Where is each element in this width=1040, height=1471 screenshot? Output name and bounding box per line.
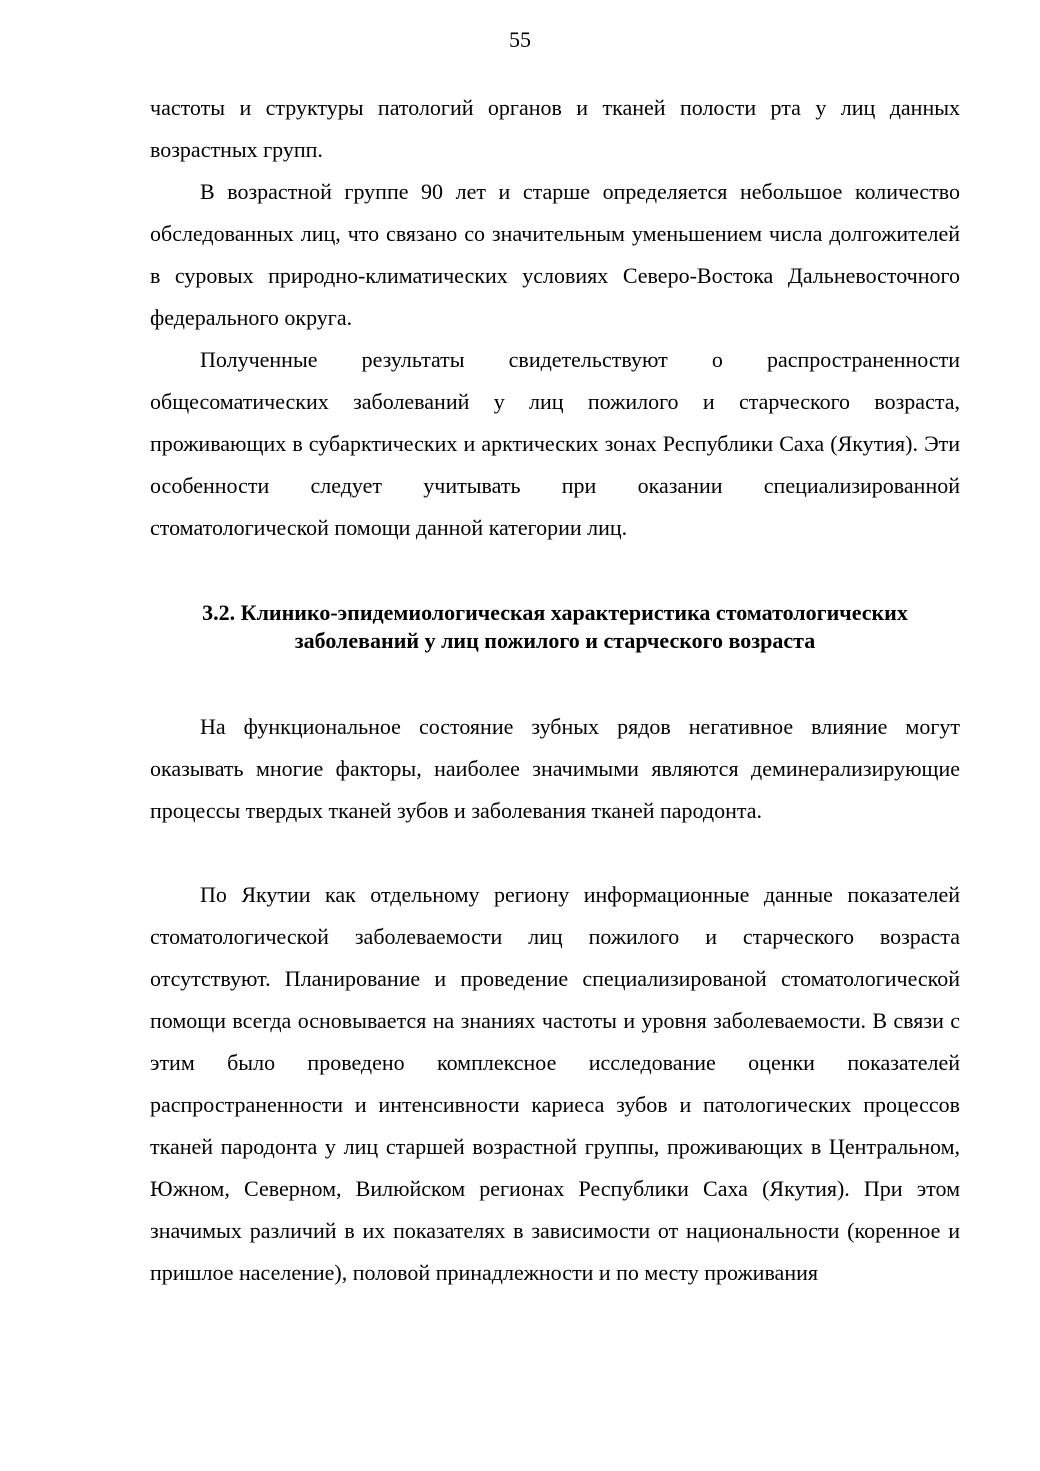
section-heading: 3.2. Клинико-эпидемиологическая характеристика стоматологических заболеваний у лиц пожилого и старческого возраста: [202, 600, 908, 653]
paragraph-age-group: В возрастной группе 90 лет и старше определяется небольшое количество обследованных лиц, что связано со значительным уменьшением числа долгожителей в суровых природно-климатических условиях Северо-Востока Дальневосточного федерального округа.: [150, 179, 960, 330]
paragraph-continuation: частоты и структуры патологий органов и тканей полости рта у лиц данных возрастных групп.: [150, 95, 960, 162]
paragraph-results: Полученные результаты свидетельствуют о распространенности общесоматических заболеваний у лиц пожилого и старческого возраста, проживающих в субарктических и арктических зонах Республики Саха (Якутия). Эти особенности следует учитывать при оказании специализированной стоматологической помощи данной категории лиц.: [150, 347, 960, 540]
paragraph-functional-state: На функциональное состояние зубных рядов негативное влияние могут оказывать многие факторы, наиболее значимыми являются деминерализирующие процессы твердых тканей зубов и заболевания тканей пародонта.: [150, 714, 960, 823]
paragraph-yakutia-research: По Якутии как отдельному региону информационные данные показателей стоматологической заболеваемости лиц пожилого и старческого возраста отсутствуют. Планирование и проведение специализированой стоматологической помощи всегда основывается на знаниях частоты и уровня заболеваемости. В связи с этим было проведено комплексное исследование оценки показателей распространенности и интенсивности кариеса зубов и патологических процессов тканей пародонта у лиц старшей возрастной группы, проживающих в Центральном, Южном, Северном, Вилюйском регионах Республики Саха (Якутия). При этом значимых различий в их показателях в зависимости от национальности (коренное и пришлое население), половой принадлежности и по месту проживания: [150, 882, 960, 1285]
page-number: 55: [509, 27, 531, 52]
